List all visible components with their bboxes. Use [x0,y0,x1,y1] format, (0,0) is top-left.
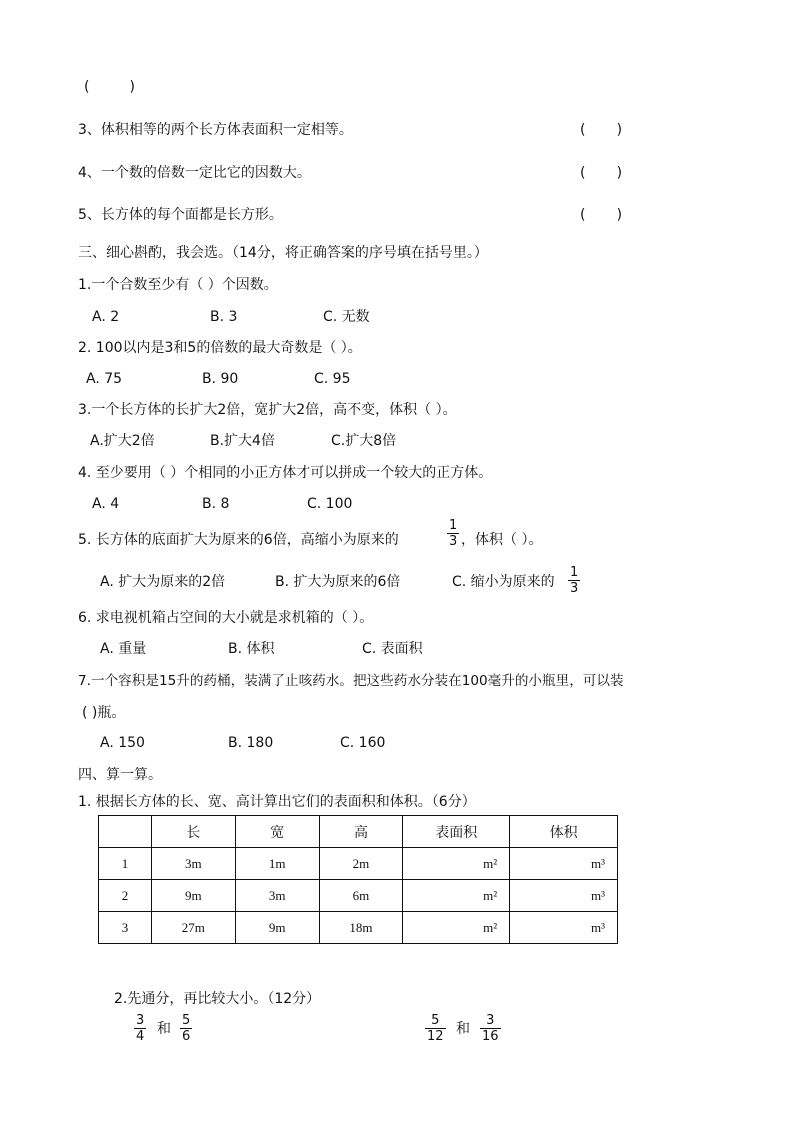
section-title: 四、算一算。 [78,767,162,783]
column-header: 表面积 [403,816,510,848]
fraction-numerator: 5 [182,1013,191,1028]
fraction-denominator: 3 [449,534,458,549]
option-a[interactable]: A. 75 [86,371,123,387]
table-header-row [99,816,618,848]
option-a[interactable]: A. 扩大为原来的2倍 [100,574,226,590]
option-a[interactable]: A. 4 [92,496,120,512]
judge-question-3: 3、体积相等的两个长方体表面积一定相等。 [78,122,353,138]
column-header: 体积 [510,816,618,848]
table-row [99,880,618,912]
fraction-one-third [568,565,580,596]
fraction-numerator: 1 [449,518,458,533]
answer-parenthesis[interactable]: ( ) [580,122,623,138]
fraction [480,1013,501,1044]
option-b[interactable]: B. 3 [210,309,238,325]
option-a[interactable]: A. 150 [100,735,145,751]
table-cell: 3 [99,912,152,944]
column-header: 长 [151,816,235,848]
table-cell: 18m [319,912,403,944]
fraction-one-third [447,518,459,549]
answer-cell[interactable]: m² [403,848,510,880]
choice-question-3: 3.一个长方体的长扩大2倍，宽扩大2倍，高不变，体积（ ）。 [78,402,457,418]
option-a[interactable]: A. 2 [92,309,120,325]
question-text: 5. 长方体的底面扩大为原来的6倍，高缩小为原来的 [78,532,399,548]
conjunction: 和 [456,1021,470,1037]
fraction-denominator: 3 [570,581,579,596]
fraction-denominator: 16 [482,1029,499,1044]
answer-parenthesis[interactable]: ( ) [580,207,623,223]
fraction [180,1013,192,1044]
calc-question-2: 2.先通分，再比较大小。（12分） [114,991,321,1007]
option-c[interactable]: C. 缩小为原来的 [452,574,555,590]
fraction-denominator: 12 [427,1029,444,1044]
choice-question-7-cont: ( )瓶。 [82,705,126,721]
dimension-table [98,815,618,944]
column-header: 高 [319,816,403,848]
option-c[interactable]: C. 100 [307,496,353,512]
option-c[interactable]: C. 95 [314,371,351,387]
choice-question-7: 7.一个容积是15升的药桶，装满了止咳药水。把这些药水分装在100毫升的小瓶里，可以装 [78,673,624,689]
fraction [425,1013,446,1044]
table-cell: 9m [151,880,235,912]
answer-parenthesis[interactable]: ( ) [580,165,623,181]
table-cell: 2 [99,880,152,912]
answer-cell[interactable]: m² [403,912,510,944]
option-b[interactable]: B.扩大4倍 [210,433,275,449]
option-b[interactable]: B. 90 [202,371,239,387]
option-b[interactable]: B. 扩大为原来的6倍 [275,574,401,590]
question-text: ，体积（ ）。 [461,532,543,548]
answer-parenthesis[interactable]: ( ) [84,79,135,95]
option-c[interactable]: C. 无数 [323,309,370,325]
option-a[interactable]: A.扩大2倍 [90,433,155,449]
option-b[interactable]: B. 8 [202,496,230,512]
fraction-numerator: 3 [136,1013,145,1028]
choice-question-1: 1.一个合数至少有（ ）个因数。 [78,277,278,293]
calc-question-1: 1. 根据长方体的长、宽、高计算出它们的表面积和体积。（6分） [78,794,476,810]
fraction-numerator: 1 [570,565,579,580]
column-header: 宽 [235,816,319,848]
judge-question-5: 5、长方体的每个面都是长方形。 [78,207,283,223]
section-title: 三、细心斟酌，我会选。（14分，将正确答案的序号填在括号里。） [78,245,488,261]
choice-question-5 [78,531,399,549]
fraction-numerator: 5 [431,1013,440,1028]
choice-question-4: 4. 至少要用（ ）个相同的小正方体才可以拼成一个较大的正方体。 [78,465,493,481]
column-header [99,816,152,848]
table-cell: 3m [151,848,235,880]
option-c[interactable]: C.扩大8倍 [331,433,397,449]
fraction-numerator: 3 [486,1013,495,1028]
answer-cell[interactable]: m³ [510,912,618,944]
table-cell: 3m [235,880,319,912]
option-a[interactable]: A. 重量 [100,641,147,657]
option-b[interactable]: B. 180 [228,735,274,751]
judge-question-4: 4、一个数的倍数一定比它的因数大。 [78,165,311,181]
option-b[interactable]: B. 体积 [228,641,275,657]
option-c[interactable]: C. 表面积 [362,641,423,657]
table-row [99,912,618,944]
table-row [99,848,618,880]
table-cell: 6m [319,880,403,912]
fraction-denominator: 6 [182,1029,191,1044]
choice-question-6: 6. 求电视机箱占空间的大小就是求机箱的（ ）。 [78,610,374,626]
table-cell: 9m [235,912,319,944]
table-cell: 1m [235,848,319,880]
fraction [134,1013,146,1044]
table-cell: 2m [319,848,403,880]
answer-cell[interactable]: m³ [510,880,618,912]
answer-cell[interactable]: m³ [510,848,618,880]
option-c[interactable]: C. 160 [340,735,386,751]
table-cell: 27m [151,912,235,944]
fraction-denominator: 4 [136,1029,145,1044]
answer-cell[interactable]: m² [403,880,510,912]
table-cell: 1 [99,848,152,880]
conjunction: 和 [157,1021,171,1037]
choice-question-2: 2. 100以内是3和5的倍数的最大奇数是（ ）。 [78,340,362,356]
